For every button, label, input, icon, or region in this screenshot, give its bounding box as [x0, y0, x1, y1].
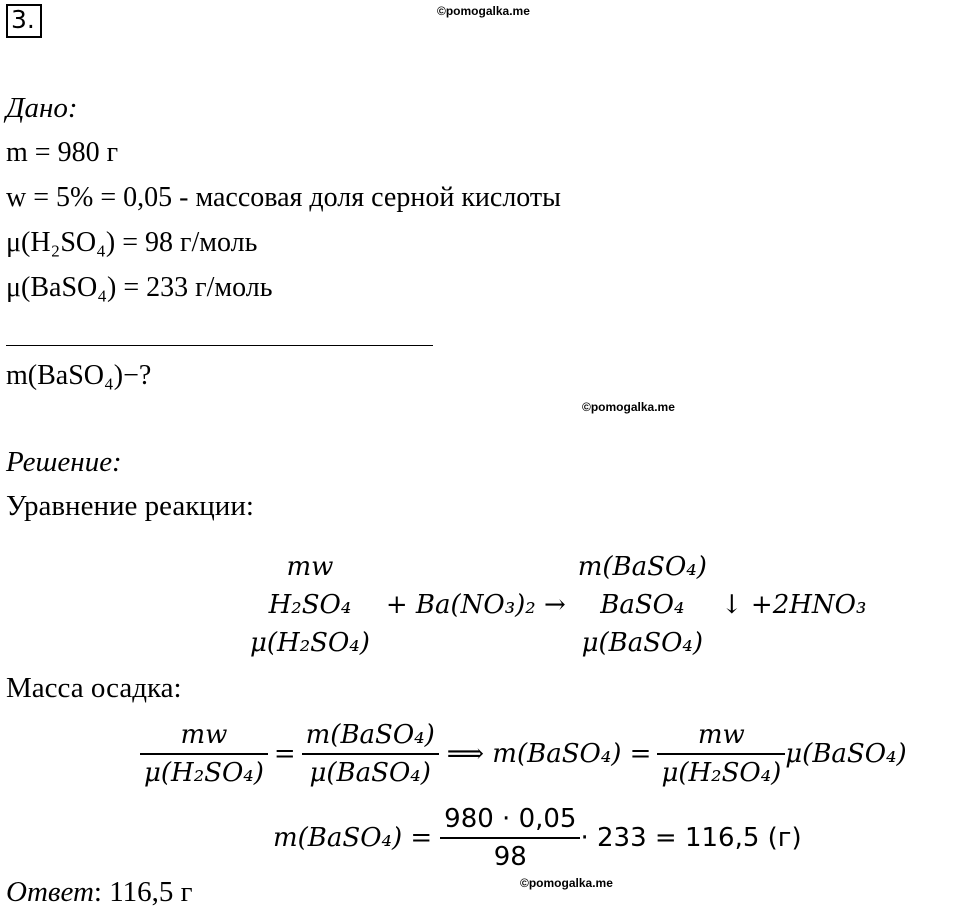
- watermark-bottom: ©pomogalka.me: [520, 876, 613, 890]
- proportion-equation: [140, 712, 907, 796]
- fraction-3-numerator: mw: [697, 720, 745, 750]
- problem-number: 3.: [11, 5, 35, 34]
- calculation-denominator: 98: [440, 837, 580, 872]
- given-mass-fraction: w = 5% = 0,05 - массовая доля серной кислоты: [6, 182, 561, 213]
- calculation-rhs: · 233 = 116,5 (г): [580, 823, 802, 853]
- reaction-left-bot: μ(H₂SO₄): [250, 628, 370, 658]
- reaction-left-top: mw: [286, 552, 334, 582]
- calculation-equation: [273, 796, 802, 880]
- watermark-top: ©pomogalka.me: [437, 4, 530, 18]
- reaction-equation: [250, 548, 866, 662]
- fraction-2-numerator: m(BaSO₄): [305, 720, 435, 750]
- proportion-tail: μ(BaSO₄): [785, 739, 907, 769]
- reaction-reagent: + Ba(NO₃)₂ →: [385, 590, 566, 620]
- answer-line: [6, 876, 193, 909]
- fraction-3-denominator: μ(H₂SO₄): [657, 753, 785, 788]
- reaction-right-mid: BaSO₄: [600, 590, 685, 620]
- find-quantity: m(BaSO₄)−?: [6, 360, 152, 391]
- given-molar-mass-baso4: μ(BaSO₄) = 233 г/моль: [6, 272, 273, 303]
- mass-label: Масса осадка:: [6, 672, 182, 704]
- equals-sign: =: [273, 739, 296, 769]
- fraction-mw-over-mu-h2so4: [140, 720, 268, 788]
- reaction-right-bot: μ(BaSO₄): [581, 628, 703, 658]
- fraction-1-denominator: μ(H₂SO₄): [140, 753, 268, 788]
- given-divider: [6, 345, 433, 346]
- fraction-mw-over-mu-h2so4-2: [657, 720, 785, 788]
- fraction-2-denominator: μ(BaSO₄): [302, 753, 439, 788]
- reaction-label: Уравнение реакции:: [6, 490, 254, 522]
- calculation-numerator: 980 · 0,05: [444, 804, 577, 834]
- fraction-m-over-mu-baso4: [302, 720, 439, 788]
- reaction-right-stack: [578, 548, 707, 662]
- calculation-fraction: [440, 804, 580, 872]
- reaction-left-mid: H₂SO₄: [268, 590, 352, 620]
- watermark-middle: ©pomogalka.me: [582, 400, 675, 414]
- reaction-left-stack: [250, 548, 370, 662]
- fraction-1-numerator: mw: [180, 720, 228, 750]
- calculation-lhs: m(BaSO₄) =: [273, 823, 433, 853]
- given-molar-mass-h2so4: μ(H₂SO₄) = 98 г/моль: [6, 227, 258, 258]
- solution-title: Решение:: [6, 446, 122, 478]
- given-title: Дано:: [6, 92, 78, 124]
- reaction-right-top: m(BaSO₄): [577, 552, 707, 582]
- problem-number-box: [6, 4, 42, 38]
- answer-value: : 116,5 г: [93, 876, 193, 908]
- given-mass: m = 980 г: [6, 137, 119, 168]
- answer-label: Ответ: [6, 876, 94, 908]
- implies-expression: ⟹ m(BaSO₄) =: [446, 739, 652, 769]
- reaction-tail: ↓ +2HNO₃: [720, 590, 867, 620]
